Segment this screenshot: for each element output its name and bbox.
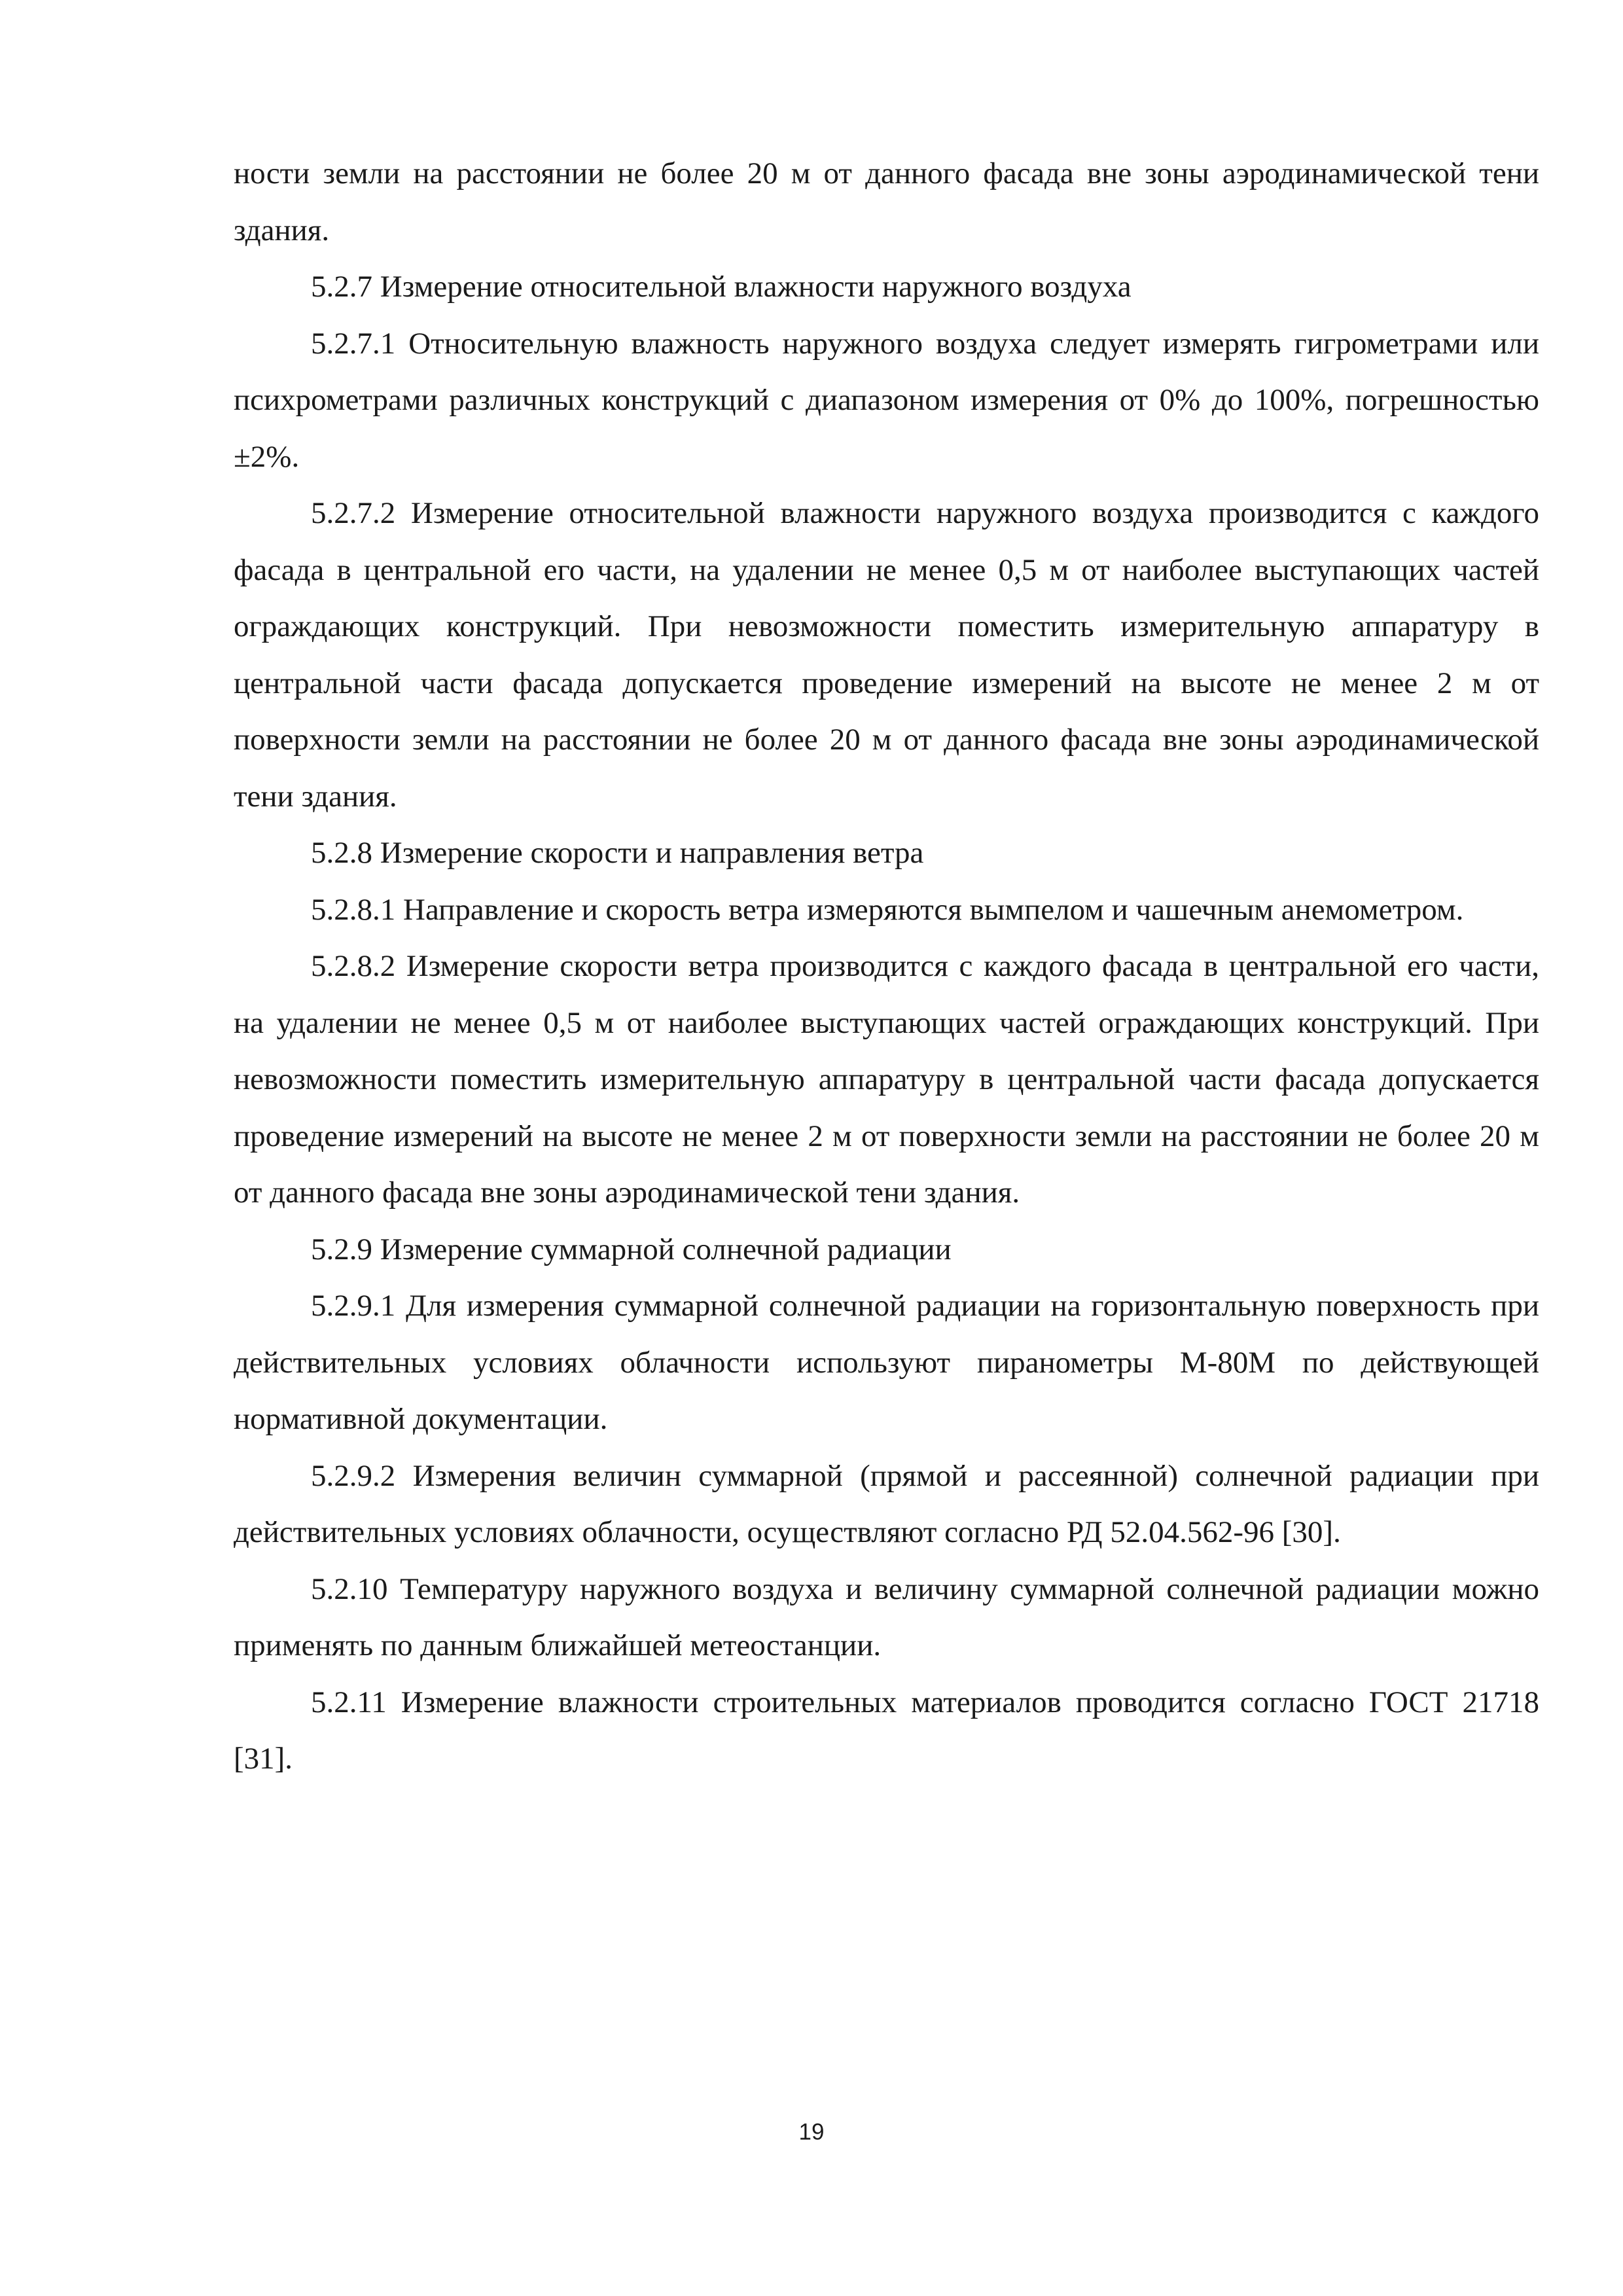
paragraph-5-2-9-1: 5.2.9.1 Для измерения суммарной солнечной радиации на горизонтальную поверхность при действительных условиях облачности используют пиранометры М-80М по действующей нормативной документации. — [234, 1289, 1539, 1436]
paragraph-5-2-7-1: 5.2.7.1 Относительную влажность наружного воздуха следует измерять гигрометрами или психрометрами различных конструкций с диапазоном измерения от 0% до 100%, погрешностью ±2%. — [234, 326, 1539, 474]
paragraph-5-2-8-1: 5.2.8.1 Направление и скорость ветра измеряются вымпелом и чашечным анемометром. — [311, 892, 1464, 927]
paragraph-5-2-7-2: 5.2.7.2 Измерение относительной влажности наружного воздуха производится с каждого фасада в центральной его части, на удалении не менее 0,5 м от наиболее выступающих частей ограждающих конструкций. При невозможности поместить измерительную аппаратуру в центральной части фасада допускается проведение измерений на высоте не менее 2 м от поверхности земли на расстоянии не более 20 м от данного фасада вне зоны аэродинамической тени здания. — [234, 496, 1539, 814]
paragraph-continuation: ности земли на расстоянии не более 20 м от данного фасада вне зоны аэродинамической тени здания. — [234, 156, 1539, 247]
heading-5-2-7: 5.2.7 Измерение относительной влажности наружного воздуха — [311, 270, 1132, 304]
heading-5-2-9: 5.2.9 Измерение суммарной солнечной радиации — [311, 1232, 952, 1266]
page-body — [234, 145, 1539, 1787]
heading-5-2-8: 5.2.8 Измерение скорости и направления ветра — [311, 836, 924, 870]
paragraph-5-2-11: 5.2.11 Измерение влажности строительных материалов проводится согласно ГОСТ 21718 [31]. — [234, 1685, 1539, 1776]
paragraph-5-2-9-2: 5.2.9.2 Измерения величин суммарной (прямой и рассеянной) солнечной радиации при действительных условиях облачности, осуществляют согласно РД 52.04.562-96 [30]. — [234, 1458, 1539, 1549]
paragraph-5-2-10: 5.2.10 Температуру наружного воздуха и величину суммарной солнечной радиации можно применять по данным ближайшей метеостанции. — [234, 1571, 1539, 1662]
page-number: 19 — [798, 2119, 825, 2145]
paragraph-5-2-8-2: 5.2.8.2 Измерение скорости ветра производится с каждого фасада в центральной его части, на удалении не менее 0,5 м от наиболее выступающих частей ограждающих конструкций. При невозможности поместить измерительную аппаратуру в центральной части фасада допускается проведение измерений на высоте не менее 2 м от поверхности земли на расстоянии не более 20 м от данного фасада вне зоны аэродинамической тени здания. — [234, 949, 1539, 1210]
